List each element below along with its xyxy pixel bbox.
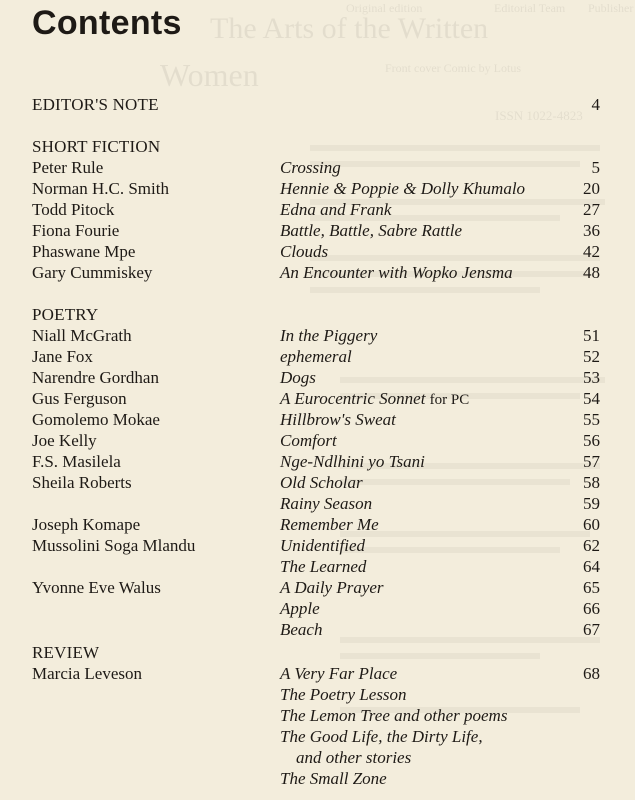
page-number: 27 — [583, 200, 600, 219]
page-number: 54 — [583, 389, 600, 408]
entry-title: The Learned — [280, 557, 367, 576]
section-heading-poetry — [0, 304, 635, 325]
toc-entry[interactable] — [0, 346, 635, 367]
editors-note-heading: EDITOR'S NOTE — [32, 95, 159, 114]
entry-title: Crossing — [280, 158, 341, 177]
bleed-editorial: Editorial Team — [494, 1, 566, 15]
entry-author: F.S. Masilela — [32, 452, 121, 471]
entry-title: Nge-Ndlhini yo Tsani — [280, 452, 425, 471]
toc-entry[interactable] — [0, 367, 635, 388]
entry-author: Joe Kelly — [32, 431, 97, 450]
toc-entry[interactable] — [0, 388, 635, 409]
page-number: 4 — [591, 95, 600, 114]
entry-title: Old Scholar — [280, 473, 363, 492]
page-number: 58 — [583, 473, 600, 492]
entry-title: Unidentified — [280, 536, 365, 555]
section-heading-short-fiction — [0, 136, 635, 157]
section-heading: REVIEW — [32, 643, 100, 662]
review-title-line — [0, 747, 635, 768]
page-number: 67 — [583, 620, 600, 639]
toc-entry[interactable] — [0, 535, 635, 556]
entry-title: The Lemon Tree and other poems — [280, 706, 508, 725]
page-number: 62 — [583, 536, 600, 555]
page-number: 66 — [583, 599, 600, 618]
page-number: 56 — [583, 431, 600, 450]
entry-title: Battle, Battle, Sabre Rattle — [280, 221, 463, 240]
toc-entry[interactable] — [0, 199, 635, 220]
section-heading: SHORT FICTION — [32, 137, 161, 156]
entry-title: Beach — [280, 620, 323, 639]
entry-author: Fiona Fourie — [32, 221, 120, 240]
entry-author: Gomolemo Mokae — [32, 410, 160, 429]
entry-title: A Very Far Place — [280, 664, 398, 683]
entry-author: Sheila Roberts — [32, 473, 132, 492]
review-title-line — [0, 726, 635, 747]
review-title-line — [0, 768, 635, 789]
entry-title: Dogs — [280, 368, 316, 387]
bleed-publisher: Publisher — [588, 1, 634, 15]
toc-entry[interactable] — [0, 178, 635, 199]
entry-title: The Small Zone — [280, 769, 387, 788]
entry-title: An Encounter with Wopko Jensma — [280, 263, 513, 282]
entry-author: Norman H.C. Smith — [32, 179, 169, 198]
entry-author: Gary Cummiskey — [32, 263, 153, 282]
bleed-subtitle: Women — [160, 57, 259, 93]
entry-title: and other stories — [296, 748, 412, 767]
page-number: 20 — [583, 179, 600, 198]
toc-entry[interactable] — [0, 577, 635, 598]
page-number: 5 — [591, 158, 600, 177]
entry-author: Phaswane Mpe — [32, 242, 136, 261]
page-number: 55 — [583, 410, 600, 429]
entry-title: ephemeral — [280, 347, 352, 366]
bleed-issn: ISSN 1022-4823 — [495, 108, 583, 123]
editors-note-row[interactable] — [0, 94, 635, 115]
entry-author: Yvonne Eve Walus — [32, 578, 161, 597]
page-number: 57 — [583, 452, 600, 471]
entry-title: In the Piggery — [280, 326, 378, 345]
page-number: 52 — [583, 347, 600, 366]
entry-author: Marcia Leveson — [32, 664, 142, 683]
toc-entry[interactable] — [0, 493, 635, 514]
entry-title-text: A Eurocentric Sonnet — [280, 389, 426, 408]
bleed-cover-credit: Front cover Comic by Lotus — [385, 61, 521, 75]
entry-author: Gus Ferguson — [32, 389, 127, 408]
entry-title: A Daily Prayer — [280, 578, 384, 597]
review-title-line — [0, 705, 635, 726]
toc-entry[interactable] — [0, 556, 635, 577]
toc-entry[interactable] — [0, 514, 635, 535]
toc-entry[interactable] — [0, 619, 635, 640]
entry-author: Niall McGrath — [32, 326, 132, 345]
toc-entry[interactable] — [0, 325, 635, 346]
page-number: 42 — [583, 242, 600, 261]
toc-entry[interactable] — [0, 430, 635, 451]
toc-entry[interactable] — [0, 262, 635, 283]
entry-title: Clouds — [280, 242, 329, 261]
toc-entry[interactable] — [0, 220, 635, 241]
entry-title: Comfort — [280, 431, 337, 450]
bleed-masthead: The Arts of the Written — [210, 12, 489, 45]
toc-entry[interactable] — [0, 241, 635, 262]
section-heading-review — [0, 642, 635, 663]
page-number: 65 — [583, 578, 600, 597]
review-title-line — [0, 684, 635, 705]
entry-title — [280, 388, 469, 411]
page-number: 68 — [583, 664, 600, 683]
entry-title: Apple — [280, 599, 320, 618]
entry-author: Mussolini Soga Mlandu — [32, 536, 196, 555]
toc-entry[interactable] — [0, 451, 635, 472]
entry-title: The Good Life, the Dirty Life, — [280, 727, 483, 746]
entry-title: Hennie & Poppie & Dolly Khumalo — [280, 179, 526, 198]
entry-author: Peter Rule — [32, 158, 104, 177]
page-number: 53 — [583, 368, 600, 387]
entry-author: Todd Pitock — [32, 200, 115, 219]
toc-entry-review[interactable] — [0, 663, 635, 684]
entry-title: Hillbrow's Sweat — [280, 410, 396, 429]
bleed-edition: Original edition — [346, 1, 423, 15]
entry-title: Remember Me — [280, 515, 379, 534]
page-number: 51 — [583, 326, 600, 345]
page-number: 59 — [583, 494, 600, 513]
page-number: 60 — [583, 515, 600, 534]
entry-author: Narendre Gordhan — [32, 368, 159, 387]
page-title: Contents — [32, 4, 182, 42]
page-number: 36 — [583, 221, 600, 240]
toc-entry[interactable] — [0, 472, 635, 493]
toc-entry[interactable] — [0, 157, 635, 178]
entry-title: Edna and Frank — [280, 200, 392, 219]
entry-title-suffix: for PC — [429, 392, 470, 408]
entry-title: Rainy Season — [280, 494, 373, 513]
entry-title: The Poetry Lesson — [280, 685, 407, 704]
toc-entry[interactable] — [0, 598, 635, 619]
entry-author: Jane Fox — [32, 347, 93, 366]
toc-entry[interactable] — [0, 409, 635, 430]
entry-author: Joseph Komape — [32, 515, 141, 534]
page-number: 48 — [583, 263, 600, 282]
page-number: 64 — [583, 557, 600, 576]
section-heading: POETRY — [32, 305, 99, 324]
